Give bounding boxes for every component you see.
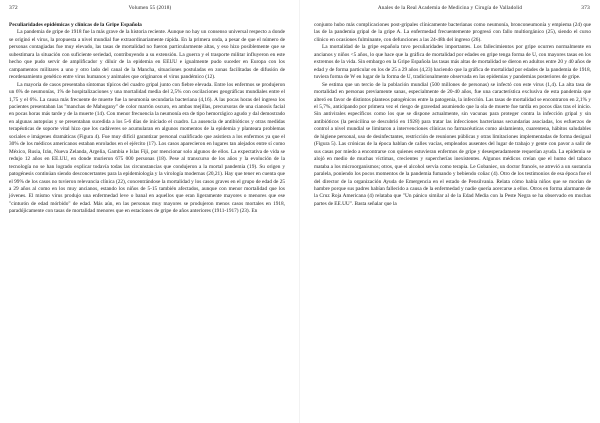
page-number-left: 372 <box>9 5 18 11</box>
running-header-right: Anales de la Real Academia de Medicina y Cirugía de Valladolid <box>377 5 523 11</box>
section-heading: Peculiaridades epidémicas y clínicas de la Gripe Española <box>9 22 142 28</box>
right-page <box>300 0 600 423</box>
running-header-left: Volumen 55 (2018) <box>128 5 172 11</box>
body-text-right <box>314 22 591 208</box>
paragraph: conjunto hubo más complicaciones post-gripales clínicamente bacterianas como neumonía, bronconeumonía y empiema (24) que las de la pandemia gripal de la gripe A. La enfermedad frecuentemente progresó con fallo multiorgánico (25), siendo el curso clínico en ocasiones fulminante, con defunciones a las 24-48h del ingreso (26). <box>314 22 591 43</box>
body-text-left <box>9 22 285 216</box>
page-number-right: 373 <box>581 5 590 11</box>
paragraph: La mortalidad de la gripe española tuvo peculiaridades importantes. Los fallecimientos por gripe ocurren normalmente en ancianos y niños <5 años, lo que hace que la gráfica de mortalidad por edades en gripe tenga forma de U, con mayores tasas en los extremos de la vida. Sin embargo en la Gripe Española las tasas más altas de mortalidad se dieron en adultos entre 20 y 40 años de edad y de forma particular en los de 25 a 29 años (4,23) haciendo que la gráfica de mortalidad por edades de la pandemia de 1918, tuviera forma de W en lugar de la forma de U, tradicionalmente observada en las epidemias y pandemias posteriores de gripe. <box>314 44 591 81</box>
paragraph: La mayoría de casos presentaba síntomas típicos del cuadro gripal junto con fiebre elevada. Entre los enfermos se produjeron un 6% de neumonías, 1% de hospitalizaciones y una mortalidad media del 2,5% con oscilaciones geográficas mundiales entre el 1,75 y el 6%. La causa más frecuente de muerte fue la neumonía secundaria bacteriana (4,16). A las pocas horas del ingreso los pacientes presentaban las "manchas de Mahogany" de color marrón oscuro, en ambas mejillas, precursoras de una cianosis facial en pocas horas más tarde y de la muerte (14). Con menor frecuencia la neumonía era de tipo hemorrágico agudo y dal demostrado en algunas autopsias y se presentaban sucedida a los 5-6 días de iniciado el cuadro. La ausencia de antibióticos y otras medidas terapéuticas de soporte vital hizo que los cadáveres se acumularan en algunos momentos de la epidemia y planteara problemas sociales e imágenes dramáticas (Figura 4). Fue muy difícil garantizar personal cualificado que asistiera a los enfermos ya que el 30% de los médicos americanos estaban enrolados en el ejército (17). Los casos aparecieron en lugares tan alejados entre sí como México, Rusia, Irán, Nueva Zelanda, Argelia, Gambia e Islas Fiji, por mencionar solo algunos de ellos. La expectativa de vida se redujo 12 años en EE.UU, en donde murieron 675 000 personas (18). Pese al transcurso de los años y la evolución de la tecnología no se han logrado explicar todavía todas las circunstancias que condujeron a la mortal pandemia (19). Su origen y patogénesis continúan siendo desconcertantes para la epidemiología y la virología modernas (20,21). Hay que tener en cuenta que el 99% de los casos no tuvieron relevancia clínica (22), concentrándose la mortalidad y los casos graves en el grupo de edad de 25 a 29 años al como en los muy ancianos, estando los niños de 5-15 también afectados, aunque con menor mortalidad que los jóvenes. El mismo virus produjo una enfermedad leve o banal en aquellos que eran ligeramente mayores o menores que ese "cinturón de edad mórbido" de edad. Más aún, en las personas muy mayores se produjeron menos casos mortales en 1918, paradójicamente con tasas de mortalidad menores que en estaciones de gripe de años anteriores (1911-1917) (23). En <box>9 81 285 215</box>
paragraph: La pandemia de gripe de 1918 fue la más grave de la historia reciente. Aunque no hay un consenso universal respecto a donde se originó el virus, la propuesta a nivel mundial fue extraordinariamente rápida. En la primera onda, a pesar de que el número de personas contagiadas fue muy elevado, las tasas de mortalidad no fueron particularmente altas, y eso hizo posiblemente que se subestimara la situación con suficiente seriedad, contribuyendo a su extensión. La guerra y el trasporte militar influyeron en este hecho que pudo servir de amplificador y diluir de la epidemia en EEUU e igualmente pudo suceder en Europa con los campamentos militares a uno y otro lado del canal de la Mancha, situaciones postuladas en zonas facilitadas de difusión de reordenamiento genético entre virus humanos y animales que originaron el virus pandémico (12). <box>9 29 285 81</box>
paragraph: Se estima que un tercio de la población mundial (500 millones de personas) se infectó con este virus (1,4). La alta tasa de mortalidad en personas previamente sanas, especialmente de 20-40 años, fue una característica exclusiva de esta pandemia que alteró en favor de distintos planteos patogénicos entre la patogenia, la infección. Las tasas de mortalidad se encontraron en 2,1% y el 5,7%, anticipando por primera vez el riesgo de gravedad asumiendo que la ola de muerte fue tardía en pocos días tras el inicio. Sin antivirales específicos como los que se dispone actualmente, sin vacunas para proteger contra la infección gripal y sin antibióticos (la penicilina se descubrió en 1928) para tratar las infecciones bacterianas secundarias asociadas, los esfuerzos de control a nivel mundial se limitaron a intervenciones clínicas no farmacéuticas como aislamiento, cuarentena, hábitos saludables de higiene personal, uso de desinfectantes, restricción de reuniones públicas y otras limitaciones implementadas de forma desigual (Figura 5). Las crónicas de la época hablan de calles vacías, empleados ausentes del lugar de trabajo y gente con pavor a salir de sus casas por miedo a encontrarse con quienes estuvieran enfermos de gripe y desesperadamente requerían ayuda. La epidemia se alojó en medio de muchas víctimas, crecientes y supercherías inexistentes. Algunos médicos creían que el humo del tabaco mataba a los microorganismos; otros, que el alcohol servía como terapia. Le Gobaniec, un doctor francés, se atrevió a un sustancia paralela, poniendo los pocos momentos de la pandemia fumando y bebiendo coñac (4). Otro de los testimonios de esa época fue el del director de la organización Ayuda de Emergencia en el estado de Pensilvania. Relata cómo había niños que se morían de hambre porque sus padres habían fallecido a causa de la enfermedad y nadie quería acercarse a ellos. Otros en forma alarmante de la Cruz Roja Americana (4) relataba que "Un pánico similar al de la Edad Media con la Peste Negra se ha observado en muchas partes de EE.UU". Basta señalar que la <box>314 81 591 207</box>
